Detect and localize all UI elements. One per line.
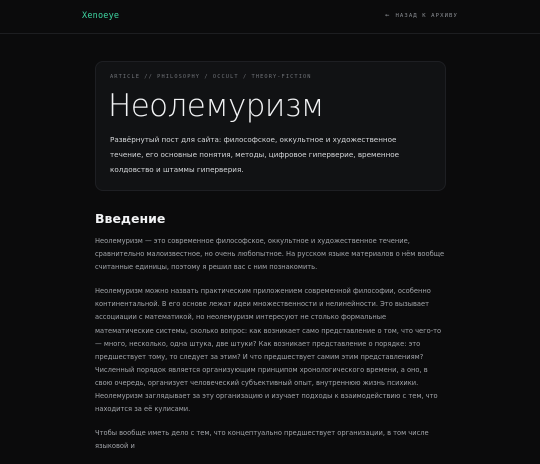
site-logo[interactable]: Xenoeye (82, 11, 120, 21)
top-bar (0, 0, 540, 34)
back-to-archive-label: НАЗАД К АРХИВУ (395, 12, 458, 19)
section-title-introduction: Введение (95, 211, 166, 226)
back-to-archive-link[interactable] (385, 12, 458, 19)
breadcrumb: ARTICLE // PHILOSOPHY / OCCULT / THEORY-FICTION (110, 74, 312, 80)
paragraph: Неолемуризм можно назвать практическим приложением современной философии, особенно континентальной. В его основе лежат идеи множественности и нелинейности. Это вызывает ассоциации с математикой, но неолемуризм интересуют не столько формальные математические системы, сколько вопрос: как возникает само представление о том, что чего-то — много, несколько, одна штука, две штуки? Как возникает представление о порядке: это предшествует тому, то следует за этим? И что предшествует самим этим представлениям? Численный порядок является организующим принципом хронологического времени, а оно, в свою очередь, организует человеческий субъективный опыт, внутреннюю жизнь психики. Неолемуризм заглядывает за эту организацию и изучает подходы к взаимодействию с тем, что находится за её кулисами. (95, 287, 442, 414)
page-title: Неолемуризм (108, 88, 324, 124)
article-body (95, 210, 447, 464)
article-hero-card (95, 61, 446, 191)
paragraph: Чтобы вообще иметь дело с тем, что концептуально предшествует организации, в том числе языковой и (95, 429, 429, 451)
article-description: Развёрнутый пост для сайта: философское, оккультное и художественное течение, его основные понятия, методы, цифровое гиперверие, временное колдовство и штаммы гиперверия. (110, 135, 400, 174)
paragraph: Неолемуризм — это современное философское, оккультное и художественное течение, сравнительно малоизвестное, но очень любопытное. На русском языке материалов о нём вообще считанные единицы, поэтому я решил вас с ним познакомить. (95, 237, 445, 272)
arrow-left-icon: ← (385, 11, 391, 19)
